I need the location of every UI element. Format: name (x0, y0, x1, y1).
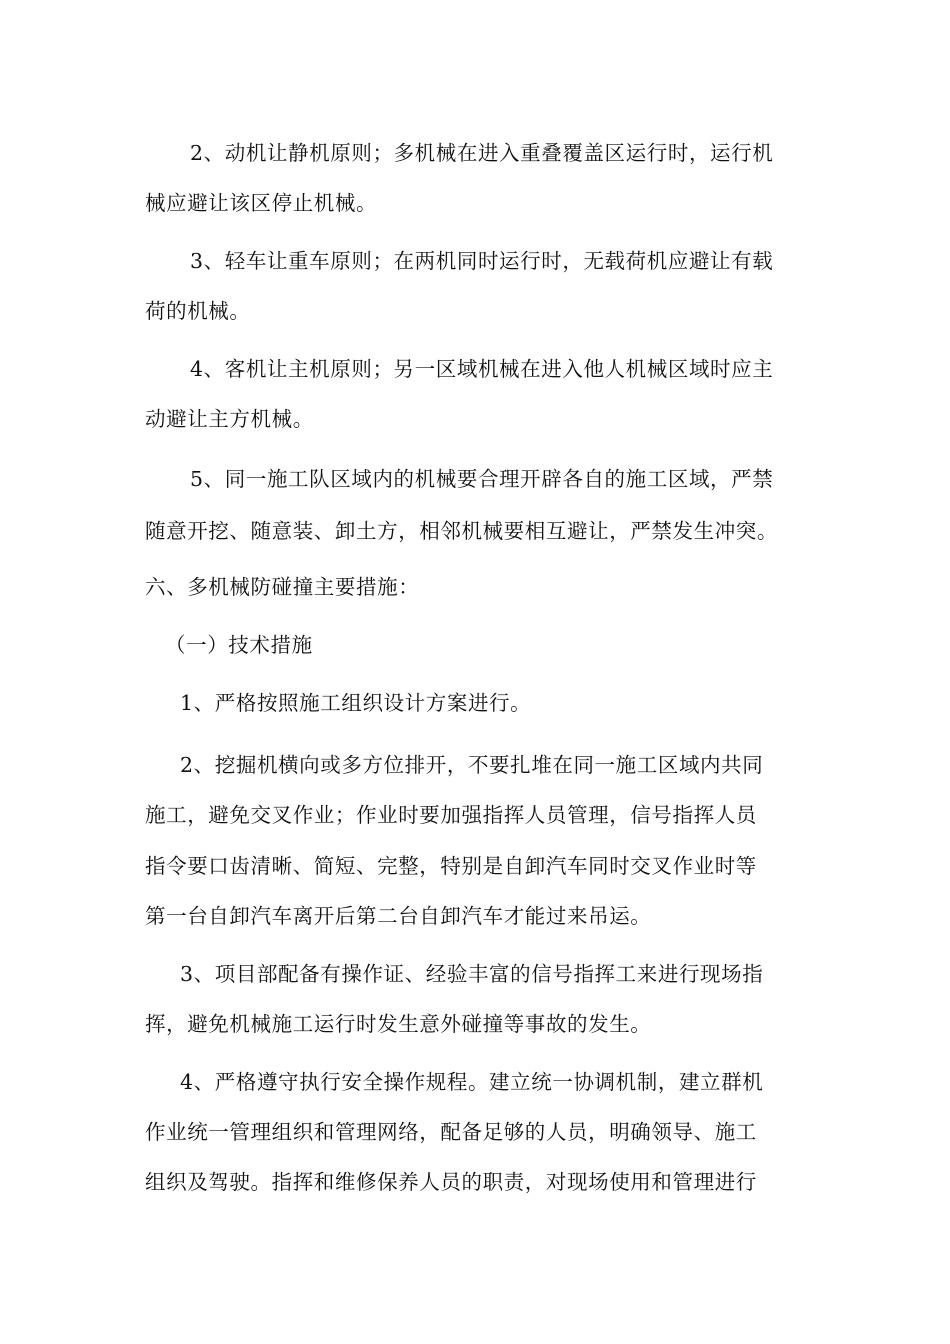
measure-2-line-2: 施工，避免交叉作业；作业时要加强指挥人员管理，信号指挥人员 (145, 803, 757, 827)
measure-4-line-3: 组织及驾驶。指挥和维修保养人员的职责，对现场使用和管理进行 (145, 1170, 757, 1194)
paragraph-4-line-1: 4、客机让主机原则；另一区域机械在进入他人机械区域时应主 (190, 357, 774, 381)
measure-2-line-4: 第一台自卸汽车离开后第二台自卸汽车才能过来吊运。 (145, 904, 652, 928)
paragraph-2-line-2: 械应避让该区停止机械。 (145, 191, 378, 215)
subsection-heading: （一）技术措施 (165, 633, 313, 657)
measure-1: 1、严格按照施工组织设计方案进行。 (180, 691, 532, 715)
paragraph-3-line-2: 荷的机械。 (145, 299, 251, 323)
paragraph-3-line-1: 3、轻车让重车原则；在两机同时运行时，无载荷机应避让有载 (190, 249, 774, 273)
paragraph-5-line-1: 5、同一施工队区域内的机械要合理开辟各自的施工区域，严禁 (190, 467, 774, 491)
paragraph-4-line-2: 动避让主方机械。 (145, 407, 314, 431)
measure-3-line-2: 挥，避免机械施工运行时发生意外碰撞等事故的发生。 (145, 1012, 652, 1036)
measure-3-line-1: 3、项目部配备有操作证、经验丰富的信号指挥工来进行现场指 (180, 962, 764, 986)
section-heading: 六、多机械防碰撞主要措施： (145, 575, 420, 599)
paragraph-5-line-2: 随意开挖、随意装、卸土方，相邻机械要相互避让，严禁发生冲突。 (145, 519, 778, 543)
measure-2-line-1: 2、挖掘机横向或多方位排开，不要扎堆在同一施工区域内共同 (180, 753, 764, 777)
paragraph-2-line-1: 2、动机让静机原则；多机械在进入重叠覆盖区运行时，运行机 (190, 141, 774, 165)
measure-2-line-3: 指令要口齿清晰、简短、完整，特别是自卸汽车同时交叉作业时等 (145, 854, 757, 878)
measure-4-line-2: 作业统一管理组织和管理网络，配备足够的人员，明确领导、施工 (145, 1120, 757, 1144)
measure-4-line-1: 4、严格遵守执行安全操作规程。建立统一协调机制，建立群机 (180, 1070, 764, 1094)
